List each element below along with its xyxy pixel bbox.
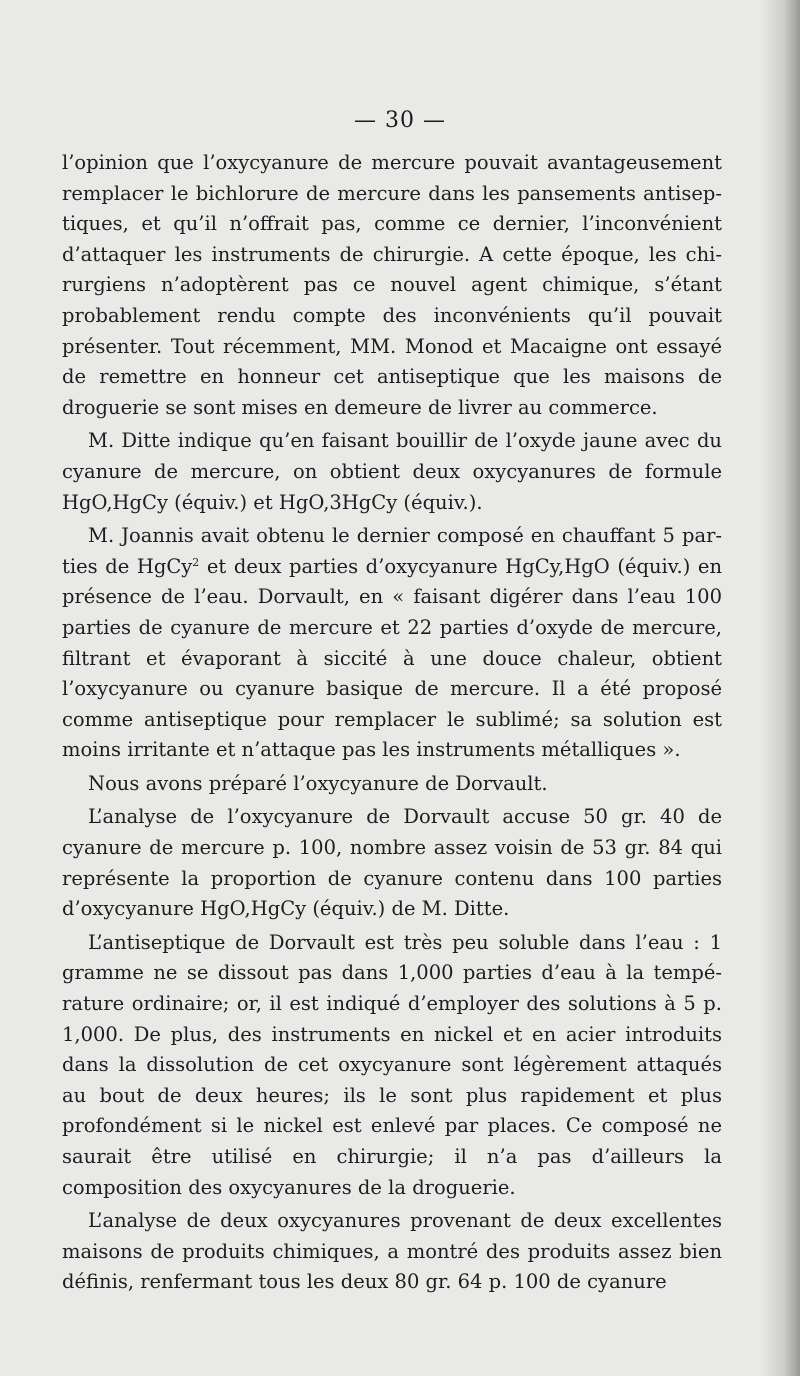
superscript: 2 bbox=[192, 555, 200, 569]
paragraph-ditte: M. Ditte indique qu’en faisant bouillir de l’oxyde jaune avec du cyanure de mercure, on obtient deux oxycyanures de formule HgO,HgCy (équiv.) et HgO,3HgCy (équiv.). bbox=[62, 429, 722, 514]
paragraph-continuation: l’opinion que l’oxycyanure de mercure pouvait avantageusement remplacer le bichlorure de mercure dans les pansements antiseptiques, et qu’il n’offrait pas, comme ce dernier, l’inconvénient d’attaquer les instruments de chirurgie. A cette époque, les chirurgiens n’adoptèrent pas ce nouvel agent chimique, s’étant probablement rendu compte des inconvénients qu’il pouvait présenter. Tout récemment, MM. Monod et Macaigne ont essayé de remettre en honneur cet antiseptique que les maisons de droguerie se sont mises en demeure de livrer au commerce. bbox=[62, 151, 722, 419]
paragraph-analysis: L’analyse de l’oxycyanure de Dorvault accuse 50 gr. 40 de cyanure de mercure p. 100, nombre assez voisin de 53 gr. 84 qui représente la proportion de cyanure contenu dans 100 parties d’oxycyanure HgO,HgCy (équiv.) de M. Ditte. bbox=[62, 805, 722, 921]
joannis-text-before: M. Joannis avait obtenu le dernier composé en chauffant 5 parties de HgCy bbox=[62, 524, 722, 578]
paragraph-joannis bbox=[62, 521, 722, 766]
joannis-text-after: et deux parties d’oxycyanure HgCy,HgO (équiv.) en présence de l’eau. Dorvault, en « faisant digérer dans l’eau 100 parties de cyanure de mercure et 22 parties d’oxyde de mercure, filtrant et évaporant à siccité à une douce chaleur, obtient l’oxycyanure ou cyanure basique de mercure. Il a été proposé comme antiseptique pour remplacer le sublimé; sa solution est moins irritante et n’attaque pas les instruments métalliques ». bbox=[62, 554, 723, 762]
paragraph-prepared: Nous avons préparé l’oxycyanure de Dorvault. bbox=[88, 771, 548, 795]
paragraph-solubility: L’antiseptique de Dorvault est très peu soluble dans l’eau : 1 gramme ne se dissout pas dans 1,000 parties d’eau à la température ordinaire; or, il est indiqué d’employer des solutions à 5 p. 1,000. De plus, des instruments en nickel et en acier introduits dans la dissolution de cet oxycyanure sont légèrement attaqués au bout de deux heures; ils le sont plus rapidement et plus profondément si le nickel est enlevé par places. Ce composé ne saurait être utilisé en chirurgie; il n’a pas d’ailleurs la composition des oxycyanures de la droguerie. bbox=[62, 930, 722, 1199]
page-number: — 30 — bbox=[354, 108, 446, 133]
body-text bbox=[62, 148, 722, 1301]
paragraph-two-oxycyanures: L’analyse de deux oxycyanures provenant de deux excellentes maisons de produits chimiques, a montré des produits assez bien définis, renfermant tous les deux 80 gr. 64 p. 100 de cyanure bbox=[62, 1209, 722, 1294]
